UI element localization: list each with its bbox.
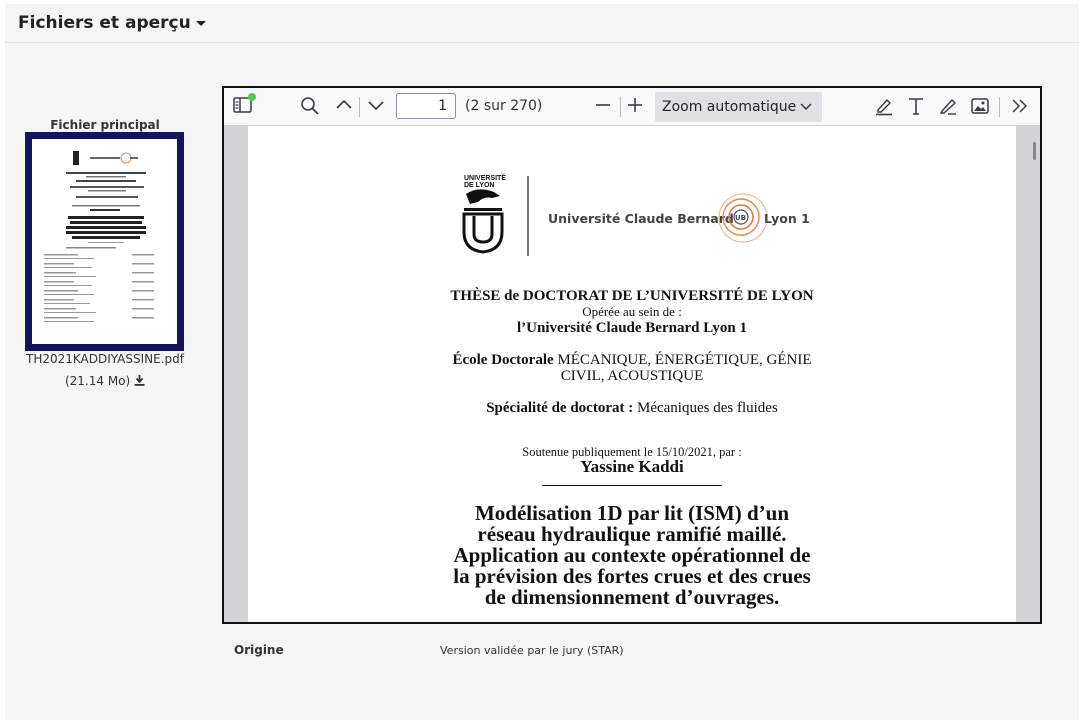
previous-page-icon[interactable] [333, 96, 355, 118]
title-rule [542, 485, 722, 486]
university-logos [448, 172, 818, 272]
draw-icon[interactable] [937, 96, 959, 118]
zoom-select[interactable] [655, 92, 822, 122]
specialite [248, 400, 1016, 417]
svg-text:UB: UB [735, 214, 747, 222]
search-icon[interactable] [299, 96, 321, 118]
toolbar-divider [620, 97, 621, 117]
ecole-doctorale [248, 352, 1016, 369]
ucb-logo-text: Université Claude Bernard [548, 211, 734, 226]
thesis-subheading: Opérée au sein de : [582, 304, 682, 319]
notification-dot [248, 93, 256, 101]
thesis-title-line: réseau hydraulique ramifié maillé. [477, 522, 787, 546]
thumbnail-page-preview [32, 139, 177, 344]
specialite-label: Spécialité de doctorat : [486, 400, 634, 416]
pdf-page [248, 126, 1016, 624]
thesis-title-line: la prévision des fortes crues et des crues [453, 564, 811, 588]
toolbar-divider [999, 97, 1000, 117]
zoom-out-icon[interactable] [592, 96, 614, 118]
image-stamp-icon[interactable] [969, 96, 991, 118]
thesis-heading: THÈSE de DOCTORAT DE L’UNIVERSITÉ DE LYON [450, 288, 814, 304]
zoom-in-icon[interactable] [624, 96, 646, 118]
university-name: l’Université Claude Bernard Lyon 1 [516, 320, 747, 336]
file-thumbnail[interactable] [25, 132, 184, 351]
author-name: Yassine Kaddi [580, 457, 684, 476]
ecole-value: MÉCANIQUE, ÉNERGÉTIQUE, GÉNIE [553, 352, 812, 368]
page-count: (2 sur 270) [465, 98, 543, 114]
panel-title-toggle[interactable] [18, 13, 206, 33]
highlight-icon[interactable] [873, 96, 895, 118]
origine-value: Version validée par le jury (STAR) [440, 644, 624, 657]
toolbar-divider [359, 97, 360, 117]
viewer-scrollbar[interactable] [1033, 142, 1036, 160]
thesis-title-line: Application au contexte opérationnel de [453, 543, 811, 567]
download-icon[interactable] [134, 375, 145, 389]
soutenance: Soutenue publiquement le 15/10/2021, par : [522, 445, 742, 459]
pdf-viewer[interactable] [222, 86, 1042, 624]
ecole-value-line2: CIVIL, ACOUSTIQUE [560, 368, 704, 384]
ecole-label: École Doctorale [452, 352, 554, 368]
thesis-title-line: de dimensionnement d’ouvrages. [484, 585, 780, 609]
thesis-title [248, 503, 1016, 608]
next-page-icon[interactable] [365, 96, 387, 118]
file-size-row [5, 374, 205, 389]
pdf-toolbar [224, 88, 1040, 126]
file-name-link[interactable]: TH2021KADDIYASSINE.pdf [26, 352, 184, 366]
ucb-logo-lyon: Lyon 1 [764, 211, 810, 226]
univ-lyon-logo-line: UNIVERSITÉ [464, 175, 507, 182]
origine-label: Origine [234, 643, 284, 657]
caret-down-icon [196, 21, 206, 26]
univ-lyon-logo-line: DE LYON [464, 182, 495, 189]
file-size: (21.14 Mo) [64, 374, 131, 388]
zoom-value: Zoom automatique [662, 99, 797, 115]
tools-menu-icon[interactable] [1009, 96, 1031, 118]
specialite-value: Mécaniques des fluides [633, 400, 778, 416]
panel-title: Fichiers et aperçu [18, 13, 191, 33]
page-number-input[interactable] [396, 93, 456, 119]
text-tool-icon[interactable] [905, 96, 927, 118]
chevron-down-icon [800, 96, 812, 121]
files-panel [5, 4, 1079, 720]
main-file-label: Fichier principal [50, 118, 160, 132]
thesis-title-line: Modélisation 1D par lit (ISM) d’un [474, 501, 790, 525]
panel-header [5, 4, 1079, 43]
